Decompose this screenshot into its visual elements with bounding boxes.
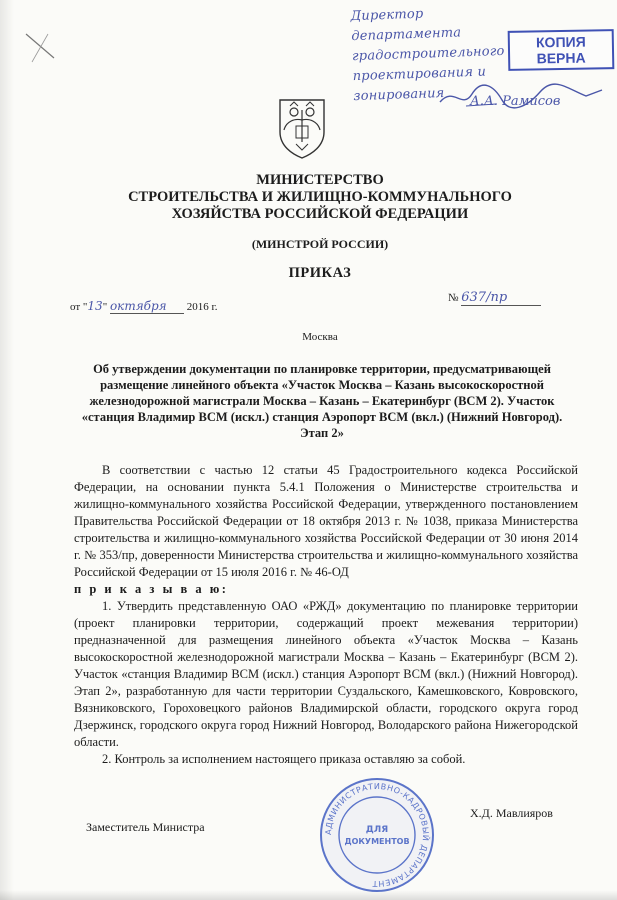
ministry-header xyxy=(60,172,580,223)
resolution-line: проектирования и xyxy=(352,64,487,85)
signer-position: Заместитель Министра xyxy=(86,820,205,834)
resolution-line: зонирования xyxy=(353,85,445,105)
coat-of-arms-emblem-icon xyxy=(276,96,328,160)
date-day: 13 xyxy=(87,299,103,313)
copy-verified-stamp xyxy=(508,29,615,71)
document-type-title: ПРИКАЗ xyxy=(288,265,352,281)
signer-name: Х.Д. Мавлияров xyxy=(470,806,553,820)
preamble-paragraph: В соответствии с частью 12 статьи 45 Градостроительного кодекса Российской Федерации, на основании пункта 5.4.1 Положения о Министерстве строительства и жилищно-коммунального хозяйства Российской Федерации, утвержденного постановлением Правительства Российской Федерации от 18 октября 2013 г. № 1038, приказа Министерства строительства и жилищно-коммунального хозяйства Российской Федерации от 30 июня 2014 г. № 353/пр, доверенности Министерства строительства и жилищно-коммунального хозяйства Российской Федерации от 15 июля 2016 г. № 46-ОД xyxy=(74,463,578,579)
number-value: 637/пр xyxy=(461,290,541,306)
round-stamp-center-line: ДОКУМЕНТОВ xyxy=(344,837,410,846)
round-stamp-center-line: ДЛЯ xyxy=(365,825,389,835)
department-round-stamp-icon xyxy=(318,776,436,894)
resolution-line: градостроительного xyxy=(351,43,505,65)
number-prefix: № xyxy=(448,292,459,304)
order-item-1: 1. Утвердить представленную ОАО «РЖД» документацию по планировке территории (проект планировки территории, содержащий проект межевания территории) предназначенной для размещения линейного объекта «Участок Москва – Казань высокоскоростной железнодорожной магистрали Москва – Казань – Екатеринбург (ВСМ 2). Участок «станция Владимир ВСМ (искл.) станция Аэропорт ВСМ (вкл.) (Нижний Новгород). Этап 2», разработанную для части территории Суздальского, Камешковского, Ковровского, Вязниковского, Гороховецкого районов Владимирской области, городского округа город Дзержинск, городского округа город Нижний Новгород, Володарского района Нижегородской области. xyxy=(74,599,578,749)
round-stamp-ring-text: АДМИНИСТРАТИВНО-КАДРОВЫЙ ДЕПАРТАМЕНТ xyxy=(323,781,431,889)
copy-stamp-line: ВЕРНА xyxy=(536,49,586,67)
order-body xyxy=(74,462,578,768)
ministry-short-name: (МИНСТРОЙ РОССИИ) xyxy=(251,237,389,251)
city: Москва xyxy=(302,331,338,343)
date-year: 2016 г. xyxy=(186,301,218,313)
order-date: от "13" октября 2016 г. xyxy=(70,299,218,313)
copy-stamp-line: КОПИЯ xyxy=(535,33,586,51)
order-item-2: 2. Контроль за исполнением настоящего приказа оставляю за собой. xyxy=(102,752,466,766)
order-number xyxy=(448,290,541,306)
ministry-line: МИНИСТЕРСТВО xyxy=(256,172,384,188)
order-word: п р и к а з ы в а ю: xyxy=(74,582,229,596)
date-prefix: от " xyxy=(70,301,88,313)
scan-shadow-left xyxy=(0,0,14,900)
order-subject: Об утверждении документации по планировке территории, предусматривающей размещение линейного объекта «Участок Москва – Казань высокоскоростной железнодорожной магистрали Москва – Казань – Екатеринбург (ВСМ 2). Участок «станция Владимир ВСМ (искл.) станция Аэропорт ВСМ (вкл.) (Нижний Новгород). Этап 2» xyxy=(81,362,563,440)
ministry-line: ХОЗЯЙСТВА РОССИЙСКОЙ ФЕДЕРАЦИИ xyxy=(171,206,469,222)
date-month: октября xyxy=(110,299,184,314)
ministry-line: СТРОИТЕЛЬСТВА И ЖИЛИЩНО-КОММУНАЛЬНОГО xyxy=(128,189,512,205)
scan-shadow-bottom xyxy=(0,890,617,900)
resolution-signature-name: А.А. Рамисов xyxy=(470,94,561,109)
fold-mark-icon xyxy=(20,28,60,68)
resolution-line: Директор департамента xyxy=(350,6,462,45)
